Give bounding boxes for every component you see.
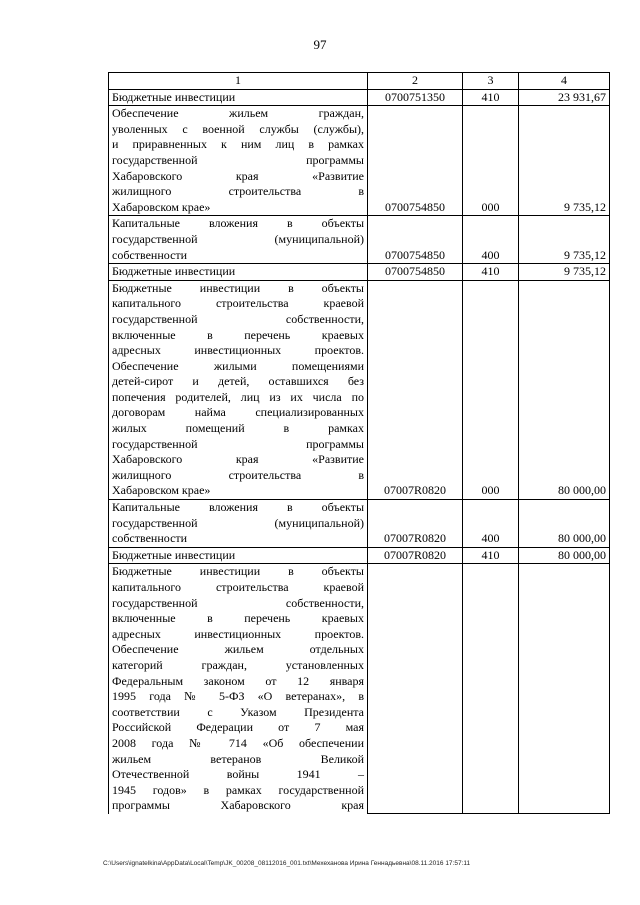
description-line: соответствии с Указом Президента (112, 704, 364, 719)
footer-file-path: C:\Users\ignatelkina\AppData\Local\Temp\JK_00208_08112016_001.txt\Мехеханова Ирина Геннадьевна\08.11.2016 17:57:11 (103, 860, 471, 867)
target-article-code: 0700751350 (368, 89, 463, 106)
table-row (109, 216, 610, 264)
description-line: Хабаровского края «Развитие (112, 452, 364, 467)
description-line: жилищного строительства в (112, 184, 364, 199)
description-line: программы Хабаровского края (112, 798, 364, 813)
description-line: Хабаровского края «Развитие (112, 168, 364, 183)
description-line: Хабаровском крае» (112, 483, 211, 498)
target-article-code: 07007R0820 (368, 500, 463, 548)
description-line: жилых помещений в рамках (112, 421, 364, 436)
description-line: капитального строительства краевой (112, 580, 364, 594)
expense-group-code: 000 (463, 280, 519, 499)
description-line: попечения родителей, лиц из их числа по (112, 389, 364, 404)
description-line: государственной программы (112, 152, 364, 167)
expense-group-code: 400 (463, 216, 519, 264)
row-description (109, 89, 368, 106)
description-line: адресных инвестиционных проектов. (112, 626, 364, 641)
description-line: государственной собственности, (112, 595, 364, 610)
row-description (109, 564, 368, 814)
description-line: Обеспечение жилыми помещениями (112, 358, 364, 373)
description-line: Бюджетные инвестиции (112, 547, 236, 562)
page-number: 97 (313, 37, 327, 52)
amount-value: 9 735,12 (519, 216, 610, 264)
target-article-code: 0700754850 (368, 264, 463, 281)
expense-group-code: 400 (463, 500, 519, 548)
row-description (109, 216, 368, 264)
header-cell: 3 (463, 73, 519, 90)
table-row (109, 547, 610, 564)
description-line: жилищного строительства в (112, 467, 364, 482)
amount-value (519, 564, 610, 814)
target-article-code: 0700754850 (368, 216, 463, 264)
header-cell: 1 (109, 73, 368, 90)
expense-group-code: 410 (463, 264, 519, 281)
table-row-continued (109, 564, 610, 814)
description-line: жильем ветеранов Великой (112, 751, 364, 766)
description-line: Бюджетные инвестиции в объекты (112, 564, 364, 579)
description-line: включенные в перечень краевых (112, 611, 364, 626)
description-line: Отечественной войны 1941 – (112, 767, 364, 782)
description-line: государственной (муниципальной) (112, 515, 364, 530)
table-row (109, 106, 610, 216)
target-article-code (368, 564, 463, 814)
description-line: собственности (112, 247, 188, 262)
expense-group-code: 410 (463, 89, 519, 106)
description-line: государственной (муниципальной) (112, 231, 364, 246)
row-description (109, 500, 368, 548)
description-line: адресных инвестиционных проектов. (112, 343, 364, 358)
description-line: государственной программы (112, 436, 364, 451)
amount-value: 80 000,00 (519, 500, 610, 548)
description-line: Обеспечение жильем граждан, (112, 106, 364, 121)
target-article-code: 0700754850 (368, 106, 463, 216)
amount-value: 9 735,12 (519, 264, 610, 281)
description-line: Капитальные вложения в объекты (112, 500, 364, 515)
description-line: детей-сирот и детей, оставшихся без (112, 374, 364, 389)
target-article-code: 07007R0820 (368, 547, 463, 564)
header-cell: 4 (519, 73, 610, 90)
description-line: и приравненных к ним лиц в рамках (112, 137, 364, 152)
header-cell: 2 (368, 73, 463, 90)
table-row (109, 280, 610, 499)
description-line: капитального строительства краевой (112, 296, 364, 311)
description-line: Федеральным законом от 12 января (112, 673, 364, 688)
description-line: включенные в перечень краевых (112, 327, 364, 342)
description-line: Капитальные вложения в объекты (112, 216, 364, 231)
description-line: Обеспечение жильем отдельных (112, 642, 364, 657)
table-row (109, 500, 610, 548)
description-line: собственности (112, 531, 188, 546)
expense-group-code (463, 564, 519, 814)
expense-group-code: 000 (463, 106, 519, 216)
description-line: Бюджетные инвестиции в объекты (112, 280, 364, 295)
row-description (109, 280, 368, 499)
amount-value: 9 735,12 (519, 106, 610, 216)
description-line: категорий граждан, установленных (112, 657, 364, 672)
description-line: уволенных с военной службы (службы), (112, 121, 364, 136)
row-description (109, 106, 368, 216)
table-row (109, 89, 610, 106)
table-row (109, 264, 610, 281)
row-description (109, 264, 368, 281)
description-line: Хабаровском крае» (112, 199, 211, 214)
target-article-code: 07007R0820 (368, 280, 463, 499)
row-description (109, 547, 368, 564)
header-row (109, 73, 610, 90)
amount-value: 23 931,67 (519, 89, 610, 106)
amount-value: 80 000,00 (519, 280, 610, 499)
description-line: государственной собственности, (112, 311, 364, 326)
amount-value: 80 000,00 (519, 547, 610, 564)
description-line: Российской Федерации от 7 мая (112, 720, 364, 735)
description-line: 1995 года № 5-ФЗ «О ветеранах», в (112, 689, 364, 704)
description-line: Бюджетные инвестиции (112, 264, 236, 279)
description-line: 2008 года № 714 «Об обеспечении (112, 735, 364, 750)
description-line: Бюджетные инвестиции (112, 89, 236, 104)
budget-table (108, 72, 610, 814)
description-line: договорам найма специализированных (112, 405, 364, 420)
expense-group-code: 410 (463, 547, 519, 564)
description-line: 1945 годов» в рамках государственной (112, 782, 364, 797)
